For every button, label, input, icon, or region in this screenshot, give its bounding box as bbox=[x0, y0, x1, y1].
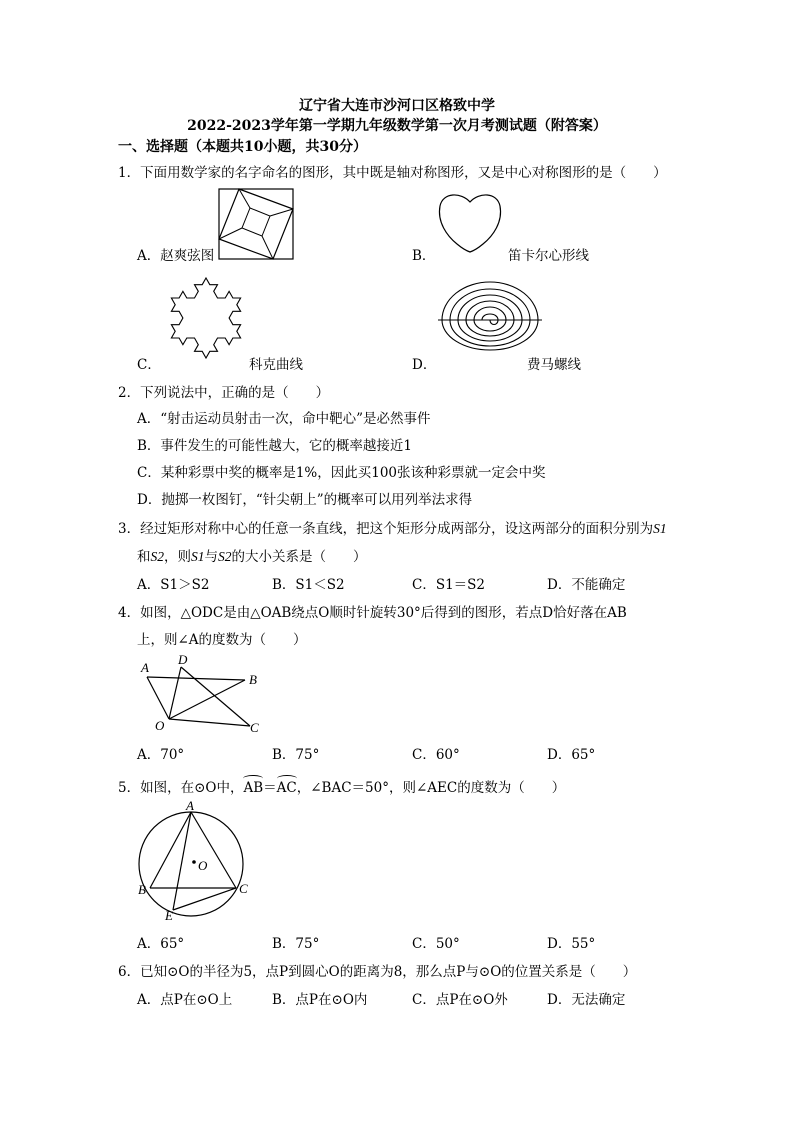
q5-circle-figure bbox=[135, 800, 260, 925]
q3-option-b[interactable]: B．S1＜S2 bbox=[272, 577, 345, 593]
school-title: 辽宁省大连市沙河口区格致中学 bbox=[299, 98, 495, 114]
q2-option-d[interactable]: D．抛掷一枚图钉，“针尖朝上”的概率可以用列举法求得 bbox=[137, 492, 473, 508]
q5-label-c: C bbox=[239, 881, 248, 896]
q2-option-c[interactable]: C．某种彩票中奖的概率是1%，因此买100张该种彩票就一定会中奖 bbox=[137, 465, 546, 481]
q3-text-yu: 与 bbox=[204, 549, 218, 565]
q5-eq: ＝ bbox=[263, 780, 277, 796]
q4-stem-line2: 上，则∠A的度数为（ ） bbox=[137, 632, 307, 648]
q4-option-b[interactable]: B．75° bbox=[272, 747, 320, 763]
q5-stem bbox=[118, 776, 565, 796]
q5-option-a[interactable]: A．65° bbox=[137, 936, 185, 952]
q3-s1: S1 bbox=[653, 521, 667, 536]
q5-label-a: A bbox=[186, 798, 194, 813]
q5-arc-ab-text: AB bbox=[243, 780, 264, 796]
q5-arc-ac bbox=[277, 780, 297, 796]
q5-stem-start: 5．如图，在⊙O中， bbox=[118, 780, 244, 796]
q3-s2b: S2 bbox=[218, 549, 232, 564]
cardioid-figure bbox=[437, 190, 503, 254]
fermat-spiral-figure bbox=[437, 276, 543, 352]
q1-option-c-caption: 科克曲线 bbox=[249, 357, 303, 373]
q1-option-d[interactable]: D． bbox=[412, 357, 437, 373]
q5-label-o: O bbox=[198, 858, 208, 873]
q4-label-c: C bbox=[250, 720, 259, 735]
q5-stem-end: ，∠BAC＝50°，则∠AEC的度数为（ ） bbox=[296, 780, 566, 796]
q2-option-a[interactable]: A．“射击运动员射击一次，命中靶心”是必然事件 bbox=[137, 411, 431, 427]
q1-option-a[interactable]: A．赵爽弦图 bbox=[137, 248, 215, 264]
q6-option-b[interactable]: B．点P在⊙O内 bbox=[272, 992, 368, 1008]
q4-stem-line1: 4．如图，△ODC是由△OAB绕点O顺时针旋转30°后得到的图形，若点D恰好落在AB bbox=[118, 605, 627, 621]
q4-label-a: A bbox=[141, 660, 149, 675]
q3-option-a[interactable]: A．S1＞S2 bbox=[137, 577, 210, 593]
q4-option-d[interactable]: D．65° bbox=[547, 747, 596, 763]
q3-s2: S2 bbox=[150, 549, 164, 564]
q3-text-and: 和 bbox=[137, 549, 151, 565]
q1-option-b[interactable]: B． bbox=[412, 248, 436, 264]
q4-option-c[interactable]: C．60° bbox=[412, 747, 460, 763]
exam-title: 2022-2023学年第一学期九年级数学第一次月考测试题（附答案） bbox=[187, 118, 607, 134]
q4-option-a[interactable]: A．70° bbox=[137, 747, 185, 763]
q5-label-e: E bbox=[165, 908, 173, 923]
q4-label-d: D bbox=[178, 652, 188, 667]
q6-stem: 6．已知⊙O的半径为5，点P到圆心O的距离为8，那么点P与⊙O的位置关系是（ ） bbox=[118, 964, 637, 980]
q5-arc-ac-text: AC bbox=[276, 780, 297, 796]
section-title: 一、选择题（本题共10小题，共30分） bbox=[118, 139, 367, 155]
q3-stem-line2 bbox=[137, 545, 367, 565]
q1-option-d-caption: 费马螺线 bbox=[527, 357, 581, 373]
q3-stem-text: 3．经过矩形对称中心的任意一条直线，把这个矩形分成两部分，设这两部分的面积分别为 bbox=[118, 521, 654, 537]
q4-label-b: B bbox=[249, 672, 257, 687]
q1-option-b-caption: 笛卡尔心形线 bbox=[508, 248, 589, 264]
q6-option-c[interactable]: C．点P在⊙O外 bbox=[412, 992, 508, 1008]
q4-label-o: O bbox=[155, 718, 165, 733]
q2-option-b[interactable]: B．事件发生的可能性越大，它的概率越接近1 bbox=[137, 438, 413, 454]
koch-snowflake-figure bbox=[163, 270, 249, 362]
q5-option-c[interactable]: C．50° bbox=[412, 936, 460, 952]
q5-option-b[interactable]: B．75° bbox=[272, 936, 320, 952]
q5-arc-ab bbox=[243, 780, 263, 796]
q3-text-ze: ，则 bbox=[164, 549, 191, 565]
q3-text-end: 的大小关系是（ ） bbox=[231, 549, 367, 565]
koch-curve-outline bbox=[171, 278, 240, 358]
q4-rotation-figure bbox=[135, 652, 275, 736]
q6-option-a[interactable]: A．点P在⊙O上 bbox=[137, 992, 233, 1008]
q5-option-d[interactable]: D．55° bbox=[547, 936, 596, 952]
zhaoshuang-figure bbox=[218, 188, 294, 260]
q1-option-c[interactable]: C． bbox=[137, 357, 161, 373]
q3-stem-line1 bbox=[118, 517, 667, 537]
q2-stem: 2．下列说法中，正确的是（ ） bbox=[118, 385, 330, 401]
q3-option-c[interactable]: C．S1＝S2 bbox=[412, 577, 486, 593]
q6-option-d[interactable]: D．无法确定 bbox=[547, 992, 626, 1008]
q3-s1b: S1 bbox=[191, 549, 205, 564]
q5-label-b: B bbox=[138, 882, 146, 897]
q3-option-d[interactable]: D．不能确定 bbox=[547, 577, 626, 593]
q1-stem: 1．下面用数学家的名字命名的图形，其中既是轴对称图形，又是中心对称图形的是（ ） bbox=[118, 165, 667, 181]
